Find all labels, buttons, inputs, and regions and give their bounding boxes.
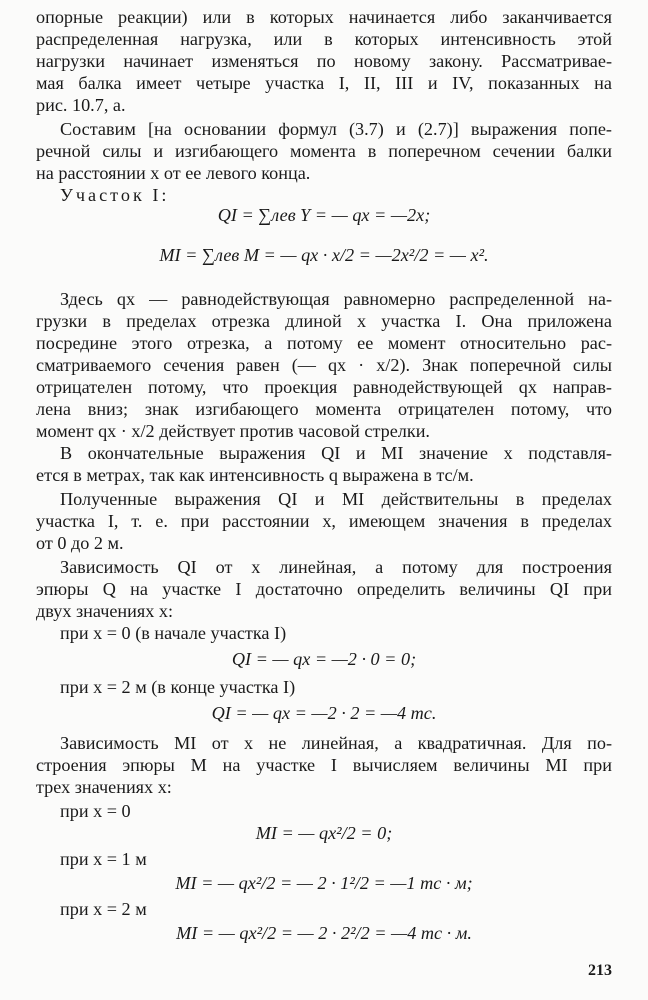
text-line: Полученные выражения QI и MI действительны в пределах bbox=[60, 489, 612, 509]
text-line: отрицателен потому, что проекция равнодействующей qx направ- bbox=[36, 377, 612, 397]
section-label: Участок I: bbox=[60, 185, 170, 205]
text-line: при x = 2 м bbox=[60, 899, 147, 919]
text-line: Зависимость MI от x не линейная, а квадратичная. Для по- bbox=[60, 733, 612, 753]
text-line: при x = 2 м (в конце участка I) bbox=[60, 677, 296, 697]
text-line: строения эпюры M на участке I вычисляем величины MI при bbox=[36, 755, 612, 775]
text-line: рис. 10.7, а. bbox=[36, 95, 126, 115]
text-line: на расстоянии x от ее левого конца. bbox=[36, 163, 311, 183]
text-line: нагрузки начинает изменяться по новому закону. Рассматривае- bbox=[36, 51, 612, 71]
text-line: Составим [на основании формул (3.7) и (2.7)] выражения попе- bbox=[60, 119, 612, 139]
text-line: при x = 0 (в начале участка I) bbox=[60, 623, 287, 643]
formula: MI = — qx²/2 = 0; bbox=[255, 823, 393, 843]
text-line: ется в метрах, так как интенсивность q выражена в тс/м. bbox=[36, 465, 474, 485]
page-number: 213 bbox=[588, 962, 612, 979]
formula: MI = ∑лев M = — qx · x/2 = —2x²/2 = — x². bbox=[159, 245, 489, 265]
formula: QI = — qx = —2 · 0 = 0; bbox=[231, 649, 417, 669]
text-line: сматриваемого сечения равен (— qx · x/2). Знак поперечной силы bbox=[36, 355, 612, 375]
text-line: Зависимость QI от x линейная, а потому для построения bbox=[60, 557, 612, 577]
text-line: от 0 до 2 м. bbox=[36, 533, 124, 553]
formula: QI = — qx = —2 · 2 = —4 тс. bbox=[211, 703, 437, 723]
text-line: распределенная нагрузка, или в которых интенсивность этой bbox=[36, 29, 612, 49]
text-line: В окончательные выражения QI и MI значение x подставля- bbox=[60, 443, 612, 463]
formula: QI = ∑лев Y = — qx = —2x; bbox=[217, 205, 431, 225]
text-line: при x = 1 м bbox=[60, 849, 147, 869]
formula: MI = — qx²/2 = — 2 · 2²/2 = —4 тс · м. bbox=[176, 923, 472, 943]
text-line: эпюры Q на участке I достаточно определить величины QI при bbox=[36, 579, 612, 599]
text-line: трех значениях x: bbox=[36, 777, 172, 797]
text-line: при x = 0 bbox=[60, 801, 131, 821]
formula: MI = — qx²/2 = — 2 · 1²/2 = —1 тс · м; bbox=[175, 873, 473, 893]
text-line: грузки в пределах отрезка длиной x участка I. Она приложена bbox=[36, 311, 612, 331]
text-line: двух значениях x: bbox=[36, 601, 174, 621]
text-line: момент qx · x/2 действует против часовой стрелки. bbox=[36, 421, 430, 441]
text-line: участка I, т. е. при расстоянии x, имеющем значения в пределах bbox=[36, 511, 612, 531]
text-line: мая балка имеет четыре участка I, II, III и IV, показанных на bbox=[36, 73, 612, 93]
text-line: лена вниз; знак изгибающего момента отрицателен потому, что bbox=[36, 399, 612, 419]
text-line: посредине этого отрезка, а потому ее момент относительно рас- bbox=[36, 333, 612, 353]
text-line: Здесь qx — равнодействующая равномерно распределенной на- bbox=[60, 289, 612, 309]
text-line: речной силы и изгибающего момента в поперечном сечении балки bbox=[36, 141, 612, 161]
text-line: опорные реакции) или в которых начинается либо заканчивается bbox=[36, 7, 612, 27]
